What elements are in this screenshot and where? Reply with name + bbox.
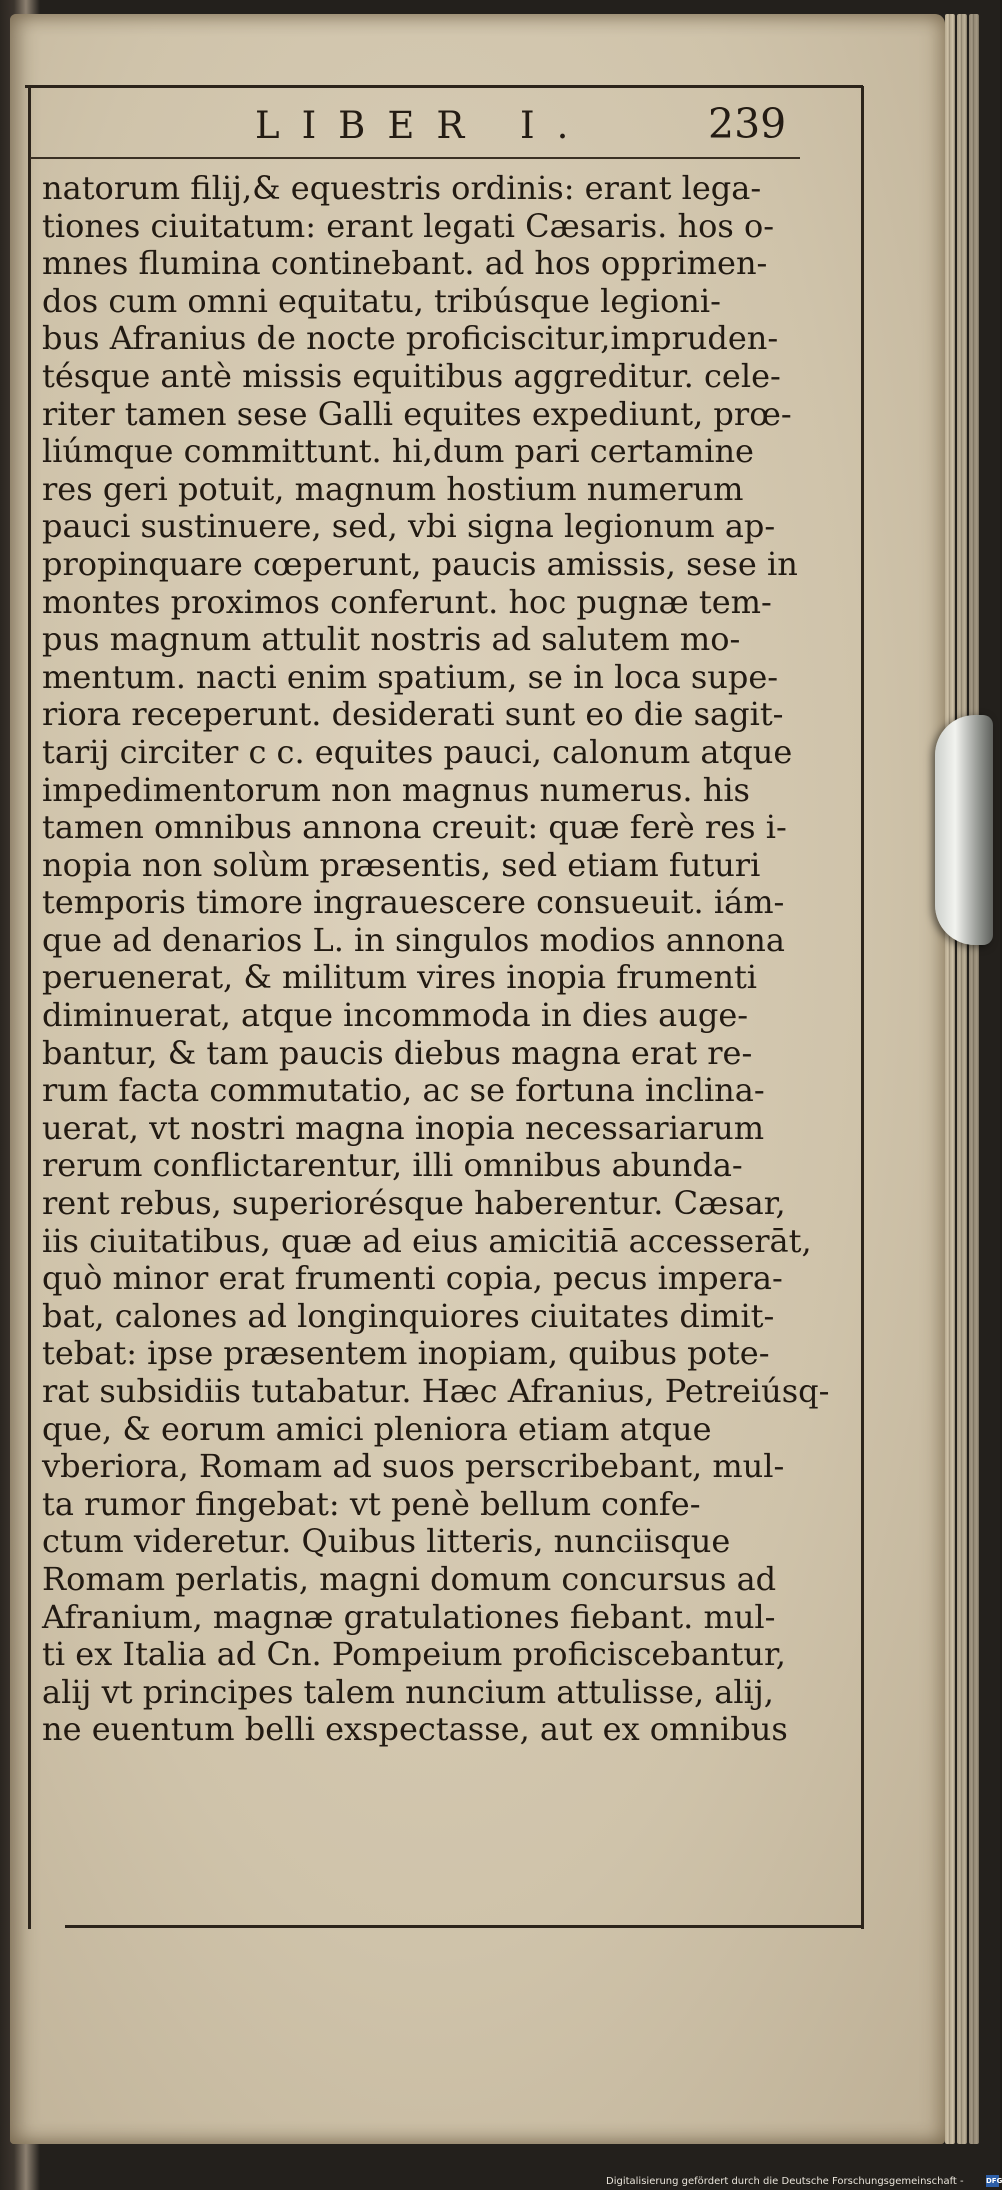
- text-line: rent rebus, superiorésque haberentur. Cæsar,: [42, 1184, 786, 1223]
- text-line: natorum filij,& equestris ordinis: erant lega-: [42, 169, 762, 207]
- text-line: peruenerat, & militum vires inopia frumenti: [42, 958, 758, 997]
- frame-bottom-rule: [65, 1925, 863, 1928]
- text-line: ti ex Italia ad Cn. Pompeium proficiscebantur,: [42, 1635, 786, 1674]
- text-line: bantur, & tam paucis diebus magna erat re-: [42, 1033, 753, 1072]
- text-line: Afranium, magnæ gratulationes fiebant. mul-: [42, 1597, 776, 1636]
- text-line: que ad denarios L. in singulos modios annona: [42, 920, 785, 959]
- text-line: pauci sustinuere, sed, vbi signa legionum ap-: [42, 507, 776, 546]
- text-line: tarij circiter c c. equites pauci, calonum atque: [42, 732, 793, 771]
- text-line: montes proximos conferunt. hoc pugnæ tem-: [42, 582, 772, 621]
- text-line: tésque antè missis equitibus aggreditur. cele-: [42, 356, 781, 395]
- book-clasp: [935, 715, 993, 945]
- text-line: tebat: ipse præsentem inopiam, quibus pote-: [42, 1334, 770, 1373]
- text-line: rerum conflictarentur, illi omnibus abunda-: [42, 1146, 743, 1185]
- text-line: rat subsidiis tutabatur. Hæc Afranius, Petreiúsq-: [42, 1372, 830, 1410]
- text-line: mnes flumina continebant. ad hos opprimen-: [42, 244, 768, 283]
- text-line: bat, calones ad longinquiores ciuitates dimit-: [42, 1296, 775, 1335]
- text-line: liúmque committunt. hi,dum pari certamine: [42, 432, 754, 471]
- text-line: temporis timore ingrauescere consueuit. iám-: [42, 883, 785, 922]
- text-line: ne euentum belli exspectasse, aut ex omnibus: [42, 1710, 788, 1749]
- text-line: Romam perlatis, magni domum concursus ad: [42, 1559, 777, 1598]
- running-head: LIBER I.: [255, 104, 591, 147]
- text-line: ctum videretur. Quibus litteris, nunciisque: [42, 1522, 731, 1561]
- text-line: ta rumor fingebat: vt penè bellum confe-: [42, 1484, 701, 1523]
- text-line: vberiora, Romam ad suos perscribebant, mul-: [42, 1447, 785, 1486]
- page-fore-edge: [945, 14, 955, 2144]
- text-line: impedimentorum non magnus numerus. his: [42, 770, 750, 809]
- text-line: que, & eorum amici pleniora etiam atque: [42, 1409, 712, 1448]
- page-fore-edge: [957, 14, 967, 2144]
- text-line: tiones ciuitatum: erant legati Cæsaris. hos o-: [42, 206, 775, 245]
- text-line: pus magnum attulit nostris ad salutem mo-: [42, 620, 741, 659]
- text-line: iis ciuitatibus, quæ ad eius amicitiā accesserāt,: [42, 1221, 812, 1260]
- text-line: rum facta commutatio, ac se fortuna inclina-: [42, 1071, 765, 1110]
- header-rule: [30, 157, 800, 159]
- text-line: uerat, vt nostri magna inopia necessariarum: [42, 1108, 765, 1147]
- text-line: quò minor erat frumenti copia, pecus impera-: [42, 1259, 783, 1298]
- text-line: mentum. nacti enim spatium, se in loca supe-: [42, 657, 779, 696]
- text-line: dos cum omni equitatu, tribúsque legioni-: [42, 281, 721, 320]
- text-line: alij vt principes talem nuncium attulisse, alij,: [42, 1672, 774, 1711]
- body-text: [42, 170, 857, 1749]
- text-line: nopia non solùm præsentis, sed etiam futuri: [42, 845, 761, 884]
- page-fore-edge: [969, 14, 979, 2144]
- text-line: riter tamen sese Galli equites expediunt, prœ-: [42, 394, 792, 433]
- text-line: res geri potuit, magnum hostium numerum: [42, 469, 744, 508]
- page-number: 239: [708, 100, 787, 148]
- dfg-logo: DFG: [986, 2177, 1002, 2185]
- digitization-credit: Digitalisierung gefördert durch die Deutsche Forschungsgemeinschaft -: [606, 2176, 964, 2187]
- text-line: riora receperunt. desiderati sunt eo die sagit-: [42, 695, 784, 734]
- text-line: bus Afranius de nocte proficiscitur,impruden-: [42, 319, 779, 358]
- text-line: propinquare cœperunt, paucis amissis, sese in: [42, 544, 798, 583]
- text-line: tamen omnibus annona creuit: quæ ferè res i-: [42, 808, 787, 847]
- text-line: diminuerat, atque incommoda in dies auge-: [42, 996, 749, 1035]
